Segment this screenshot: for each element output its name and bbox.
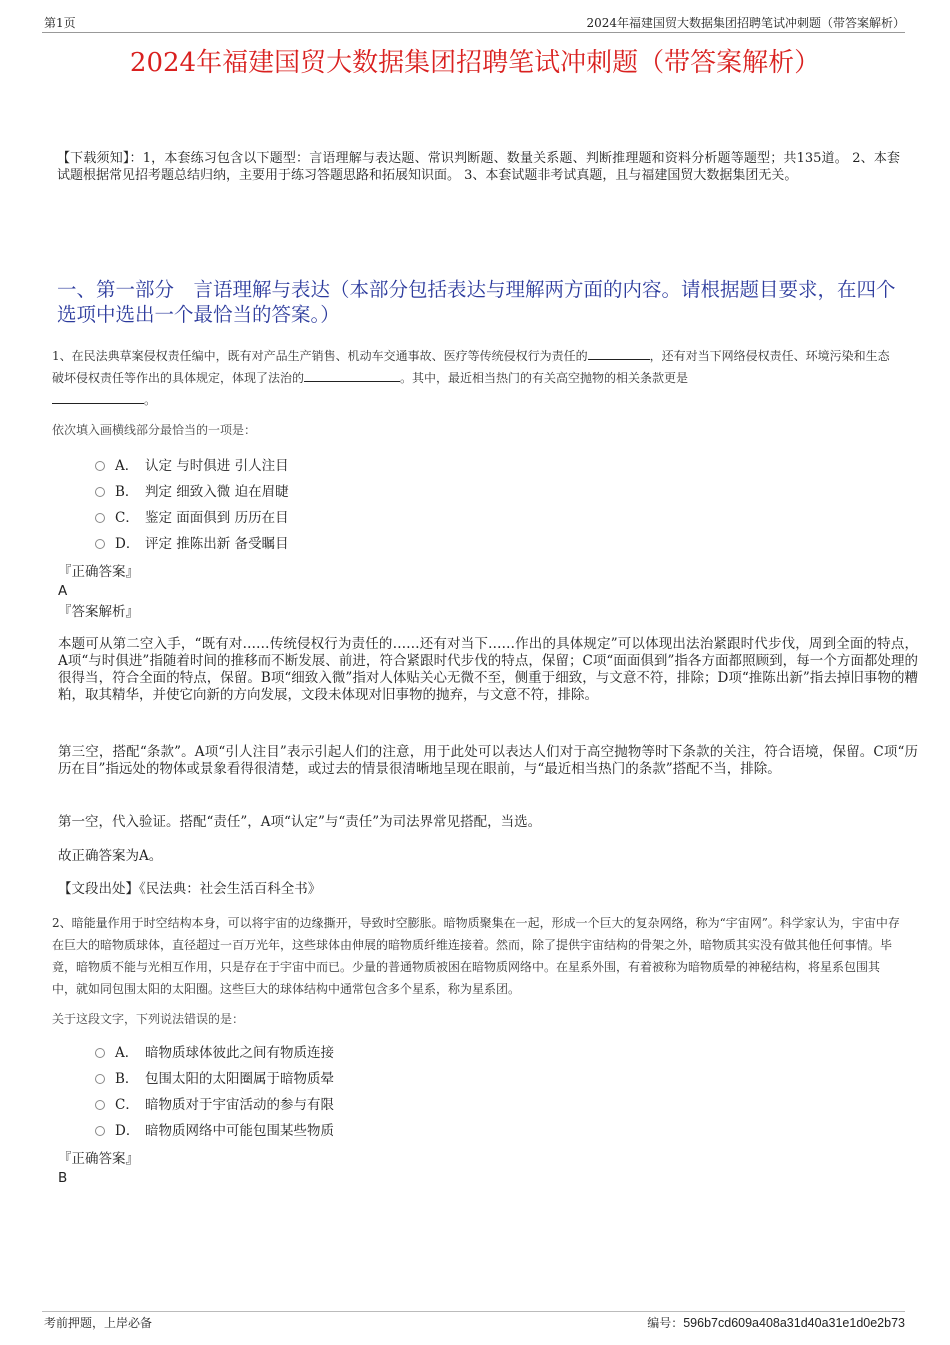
- option-c[interactable]: C． 鉴定 面面俱到 历历在目: [95, 505, 289, 531]
- document-code: 596b7cd609a408a31d40a31e1d0e2b73: [683, 1316, 905, 1330]
- footer-code: 编号：596b7cd609a408a31d40a31e1d0e2b73: [647, 1316, 905, 1330]
- option-a[interactable]: A． 暗物质球体彼此之间有物质连接: [95, 1040, 334, 1066]
- page-header: [42, 14, 905, 33]
- question-1-options: [95, 453, 289, 557]
- source-citation: 【文段出处】《民法典：社会生活百科全书》: [58, 881, 322, 897]
- answer-blank: [304, 367, 400, 382]
- radio-icon[interactable]: [95, 487, 105, 497]
- option-c[interactable]: C． 暗物质对于宇宙活动的参与有限: [95, 1092, 334, 1118]
- option-b[interactable]: B． 包围太阳的太阳圈属于暗物质晕: [95, 1066, 334, 1092]
- radio-icon[interactable]: [95, 1074, 105, 1084]
- radio-icon[interactable]: [95, 1126, 105, 1136]
- correct-answer-label: 『正确答案』: [58, 564, 139, 580]
- question-2-prompt: 关于这段文字，下列说法错误的是：: [52, 1012, 245, 1026]
- radio-icon[interactable]: [95, 461, 105, 471]
- analysis-paragraph: 第一空，代入验证。搭配“责任”，A项“认定”与“责任”为司法界常见搭配，当选。: [58, 814, 542, 830]
- header-doc-title: 2024年福建国贸大数据集团招聘笔试冲刺题（带答案解析）: [586, 16, 905, 30]
- footer-divider: [42, 1311, 905, 1312]
- page-number: 第1页: [44, 16, 76, 30]
- correct-answer-label: 『正确答案』: [58, 1151, 139, 1167]
- radio-icon[interactable]: [95, 513, 105, 523]
- footer-slogan: 考前押题，上岸必备: [44, 1316, 153, 1330]
- answer-blank: [52, 389, 144, 404]
- correct-answer: A: [58, 583, 68, 599]
- option-a[interactable]: A． 认定 与时俱进 引人注目: [95, 453, 289, 479]
- analysis-paragraph: 本题可从第二空入手，“既有对……传统侵权行为责任的……还有对当下……作出的具体规定”可以体现出法治紧跟时代步伐，周到全面的特点，A项“与时俱进”指随着时间的推移而不断发展、前进，符合紧跟时代步伐的特点，保留；C项“面面俱到”指各方面都照顾到，每一个方面都处理的很得当，符合全面的特点，保留。B项“细致入微”指对人体贴关心无微不至，侧重于细致，与文意不符，排除；D项“推陈出新”指去掉旧事物的糟粕，取其精华，并使它向新的方向发展，文段未体现对旧事物的抛弃，与文意不符，排除。: [58, 636, 918, 703]
- radio-icon[interactable]: [95, 1100, 105, 1110]
- option-d[interactable]: D． 暗物质网络中可能包围某些物质: [95, 1118, 334, 1144]
- answer-blank: [588, 345, 650, 360]
- radio-icon[interactable]: [95, 539, 105, 549]
- analysis-label: 『答案解析』: [58, 604, 139, 620]
- question-2-stem: 2、暗能量作用于时空结构本身，可以将宇宙的边缘撕开，导致时空膨胀。暗物质聚集在一起，形成一个巨大的复杂网络，称为“宇宙网”。科学家认为，宇宙中存在巨大的暗物质球体，直径超过一百万光年，这些球体由伸展的暗物质纤维连接着。然而，除了提供宇宙结构的骨架之外，暗物质其实没有做其他任何事情。毕竟，暗物质不能与光相互作用，只是存在于宇宙中而已。少量的普通物质被困在暗物质网络中。在星系外围，有着被称为暗物质晕的神秘结构，将星系包围其中，就如同包围太阳的太阳圈。这些巨大的球体结构中通常包含多个星系，称为星系团。: [52, 916, 900, 996]
- analysis-paragraph: 第三空，搭配“条款”。A项“引人注目”表示引起人们的注意，用于此处可以表达人们对于高空抛物等时下条款的关注，符合语境，保留。C项“历历在目”指远处的物体或景象看得很清楚，或过去的情景很清晰地呈现在眼前，与“最近相当热门的条款”搭配不当，排除。: [58, 744, 918, 777]
- question-1-stem: 1、在民法典草案侵权责任编中，既有对产品生产销售、机动车交通事故、医疗等传统侵权行为责任的 ，还有对当下网络侵权责任、环境污染和生态破坏侵权责任等作出的具体规定，体现了法治的 。其中，最近相当热门的有关高空抛物的相关条款更是 。: [52, 345, 900, 411]
- option-b[interactable]: B． 判定 细致入微 迫在眉睫: [95, 479, 289, 505]
- correct-answer: B: [58, 1170, 68, 1186]
- question-1-prompt: 依次填入画横线部分最恰当的一项是：: [52, 423, 257, 437]
- document-title: 2024年福建国贸大数据集团招聘笔试冲刺题（带答案解析）: [129, 48, 821, 78]
- radio-icon[interactable]: [95, 1048, 105, 1058]
- analysis-conclusion: 故正确答案为A。: [58, 848, 163, 864]
- option-d[interactable]: D． 评定 推陈出新 备受瞩目: [95, 531, 289, 557]
- question-2-options: [95, 1040, 334, 1144]
- section-title: 一、第一部分 言语理解与表达（本部分包括表达与理解两方面的内容。请根据题目要求，在四个选项中选出一个最恰当的答案。）: [57, 278, 896, 326]
- download-notice: 【下载须知】：1，本套练习包含以下题型：言语理解与表达题、常识判断题、数量关系题、判断推理题和资料分析题等题型；共135道。 2、本套试题根据常见招考题总结归纳，主要用于练习答题思路和拓展知识面。 3、本套试题非考试真题，且与福建国贸大数据集团无关。: [57, 151, 900, 183]
